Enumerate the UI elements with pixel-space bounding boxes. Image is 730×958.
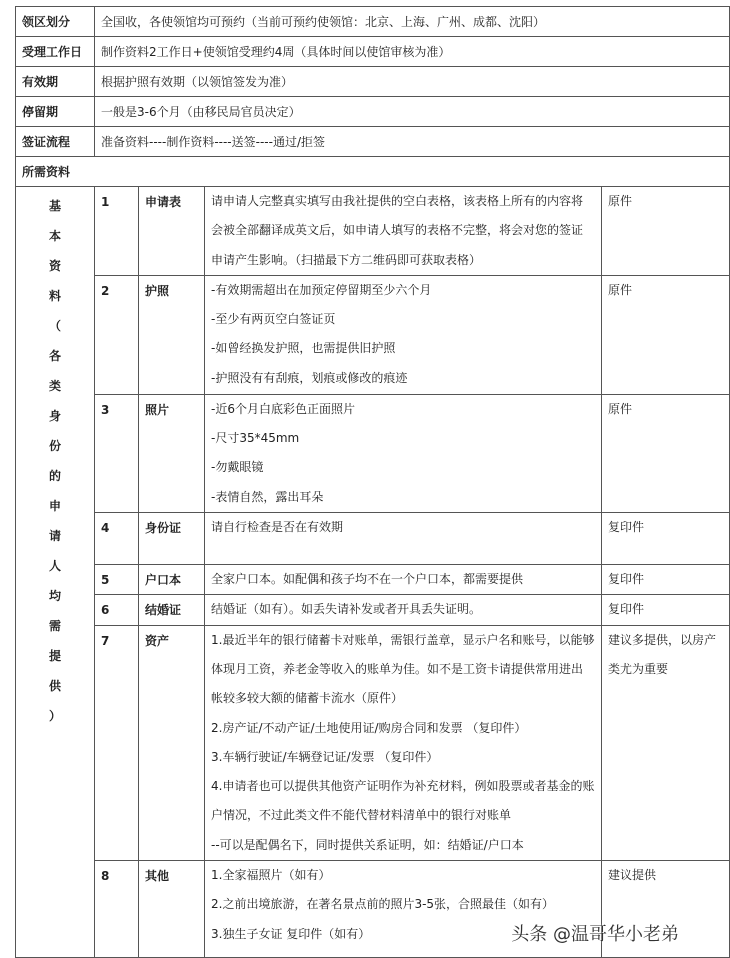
item-detail-line: 户情况，不过此类文件不能代替材料清单中的银行对账单 [211,808,512,823]
item-note [602,187,730,276]
item-detail-line: -有效期需超出在加预定停留期至少六个月 [211,282,432,297]
info-row [16,37,730,67]
item-number: 5 [95,565,139,595]
item-details [205,625,602,860]
info-value: 制作资料2工作日+使领馆受理约4周（具体时间以使馆审核为准） [95,37,730,67]
table-row [16,394,730,512]
item-number: 8 [95,861,139,958]
side-label-char: 资 [48,259,61,273]
info-value: 一般是3-6个月（由移民局官员决定） [95,97,730,127]
side-label-char: 料 [48,289,61,303]
item-details [205,595,602,625]
item-detail-line: --可以是配偶名下，同时提供关系证明，如：结婚证/户口本 [211,837,524,852]
item-detail-line: -勿戴眼镜 [211,460,264,475]
item-note-line: 建议多提供，以房产 [608,632,717,647]
item-detail-line: 结婚证（如有）。如丢失请补发或者开具丢失证明。 [211,602,482,617]
item-name: 护照 [139,275,205,394]
item-number: 7 [95,625,139,860]
item-detail-line: 1.最近半年的银行储蓄卡对账单，需银行盖章，显示户名和账号，以能够 [211,632,595,647]
item-note [602,595,730,625]
item-detail-line: -表情自然，露出耳朵 [211,489,324,504]
item-note [602,625,730,860]
item-note [602,513,730,565]
item-detail-line: -至少有两页空白签证页 [211,312,336,327]
item-note-line: 复印件 [608,572,645,587]
watermark: 头条 @温哥华小老弟 [511,924,679,945]
table-row [16,275,730,394]
item-note-line: 复印件 [608,520,645,535]
item-detail-line: 全家户口本。如配偶和孩子均不在一个户口本，都需要提供 [211,572,524,587]
item-name: 其他 [139,861,205,958]
side-label-char: ） [48,709,61,723]
item-note-line: 原件 [608,194,633,208]
item-note-line: 复印件 [608,602,645,617]
item-details [205,275,602,394]
item-detail-line: 体现月工资，养老金等收入的账单为佳。如不是工资卡请提供常用进出 [211,661,584,676]
info-label: 签证流程 [16,127,95,157]
side-label-char: 供 [48,679,61,693]
section-title: 所需资料 [16,157,730,187]
item-detail-line: 1.全家福照片（如有） [211,868,331,883]
item-detail-line: 2.房产证/不动产证/土地使用证/购房合同和发票 （复印件） [211,720,527,735]
item-note-line: 原件 [608,401,633,416]
info-label: 停留期 [16,97,95,127]
side-label-char: 申 [48,499,61,513]
info-label: 有效期 [16,67,95,97]
side-label-char: 身 [48,409,61,423]
side-label-char: 需 [48,619,61,633]
info-value: 根据护照有效期（以领馆签发为准） [95,67,730,97]
info-row [16,7,730,37]
item-number: 4 [95,513,139,565]
info-row [16,127,730,157]
item-detail-line: 3.独生子女证 复印件（如有） [211,926,371,941]
side-label-char: 的 [48,469,61,483]
table-row [16,187,730,276]
table-row [16,595,730,625]
item-details [205,394,602,512]
item-detail-line: 申请产生影响。（扫描最下方二维码即可获取表格） [211,252,482,267]
item-detail-line: 请自行检查是否在有效期 [211,520,344,535]
side-label [16,187,95,958]
item-name: 户口本 [139,565,205,595]
info-label: 领区划分 [16,7,95,37]
item-detail-line: 帐较多较大额的储蓄卡流水（原件） [211,691,404,706]
item-number: 3 [95,394,139,512]
side-label-char: 基 [48,199,61,213]
item-detail-line: -如曾经换发护照，也需提供旧护照 [211,341,396,356]
item-name: 申请表 [139,187,205,276]
item-detail-line: 2.之前出境旅游，在著名景点前的照片3-5张，合照最佳（如有） [211,897,555,912]
item-number: 6 [95,595,139,625]
side-label-char: 份 [48,439,61,453]
item-detail-line: 4.申请者也可以提供其他资产证明作为补充材料，例如股票或者基金的账 [211,779,595,794]
side-label-char: 均 [48,589,61,603]
item-note [602,565,730,595]
side-label-char: 提 [48,649,61,663]
info-row [16,67,730,97]
side-label-char: 本 [48,229,61,243]
info-value: 全国收，各使领馆均可预约（当前可预约使领馆：北京、上海、广州、成都、沈阳） [95,7,730,37]
item-note-line: 原件 [608,282,633,297]
item-number: 1 [95,187,139,276]
item-detail-line: 3.车辆行驶证/车辆登记证/发票 （复印件） [211,749,439,764]
side-label-char: 请 [48,529,61,543]
item-name: 结婚证 [139,595,205,625]
info-value: 准备资料----制作资料----送签----通过/拒签 [95,127,730,157]
item-detail-line: 请申请人完整真实填写由我社提供的空白表格，该表格上所有的内容将 [211,194,584,208]
item-detail-line: -尺寸35*45mm [211,431,300,446]
item-number: 2 [95,275,139,394]
item-note-line: 类尤为重要 [608,661,669,676]
info-row [16,97,730,127]
item-detail-line: -护照没有有刮痕，划痕或修改的痕迹 [211,370,408,385]
item-details [205,513,602,565]
visa-requirements-table [15,6,730,958]
item-name: 身份证 [139,513,205,565]
item-detail-line: -近6个月白底彩色正面照片 [211,401,355,416]
table-row [16,513,730,565]
item-details [205,187,602,276]
side-label-char: 各 [48,349,61,363]
item-note [602,394,730,512]
table-row [16,565,730,595]
info-label: 受理工作日 [16,37,95,67]
item-details [205,565,602,595]
item-name: 资产 [139,625,205,860]
side-label-char: 类 [48,379,61,393]
side-label-char: 人 [48,559,61,573]
item-name: 照片 [139,394,205,512]
table-row [16,625,730,860]
item-detail-line: 会被全部翻译成英文后，如申请人填写的表格不完整，将会对您的签证 [211,223,584,238]
item-note-line: 建议提供 [608,868,657,883]
item-note [602,275,730,394]
side-label-char: （ [48,319,61,333]
